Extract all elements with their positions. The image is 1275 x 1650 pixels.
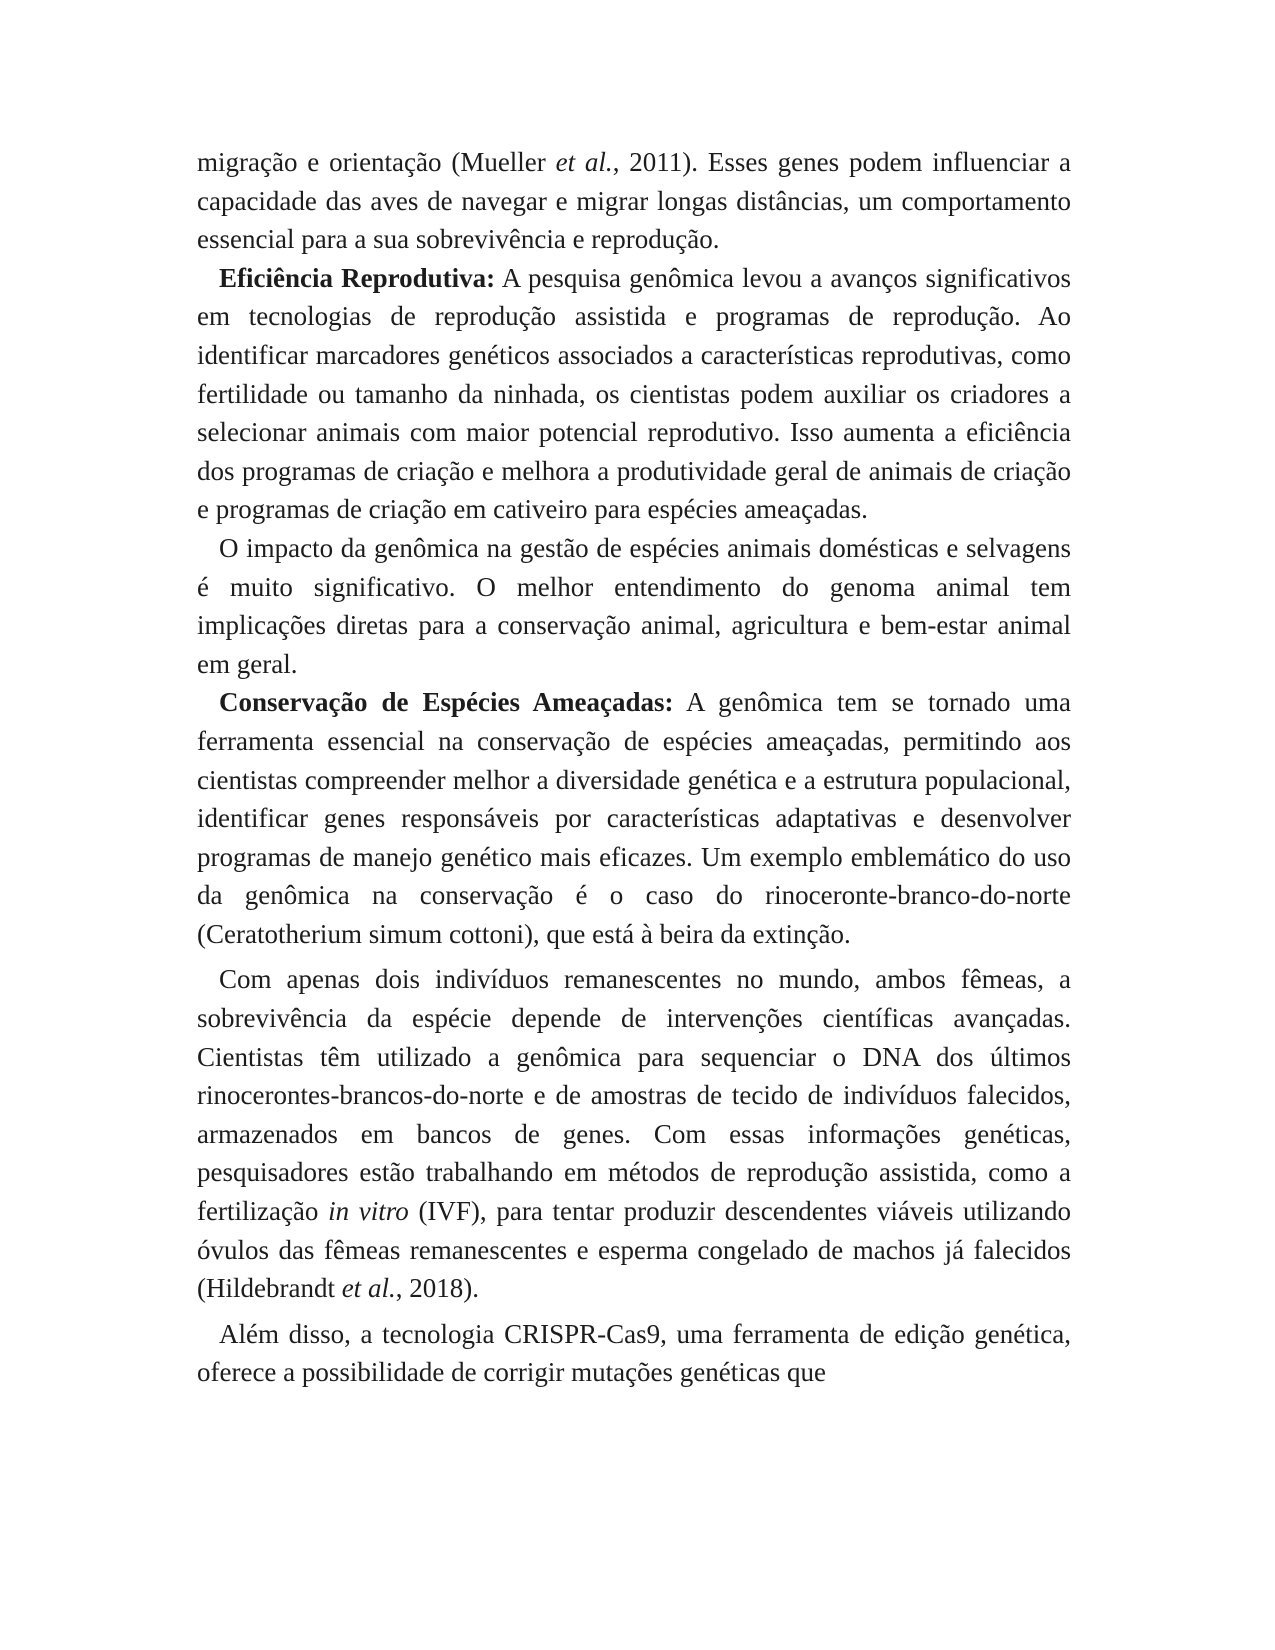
text-run: A genômica tem se tornado uma ferramenta essencial na conservação de espécies ameaçadas, permitindo aos cientistas compreender melhor a diversidade genética e a estrutura populacional, identificar genes responsáveis por características adaptativas e desenvolver programas de manejo genético mais eficazes. Um exemplo emblemático do uso da genômica na conservação é o caso do rinoceronte-branco-do-norte (Ceratotherium simum cottoni), que está à beira da extinção. xyxy=(197,687,1071,949)
paragraph-endangered-conservation xyxy=(197,683,1071,953)
section-heading-reproductive-efficiency: Eficiência Reprodutiva: xyxy=(219,262,496,293)
term-italic: in vitro xyxy=(328,1196,409,1227)
citation-italic: et al. xyxy=(341,1273,396,1304)
text-run: , 2018). xyxy=(395,1273,479,1304)
citation-italic: et al. xyxy=(555,147,613,177)
text-run: Além disso, a tecnologia CRISPR-Cas9, uma ferramenta de edição genética, oferece a possibilidade de corrigir mutações genéticas que xyxy=(197,1318,1071,1388)
paragraph-northern-white-rhino xyxy=(197,960,1071,1307)
text-run: Com apenas dois indivíduos remanescentes no mundo, ambos fêmeas, a sobrevivência da espécie depende de intervenções científicas avançadas. Cientistas têm utilizado a genômica para sequenciar o DNA dos últimos rinocerontes-brancos-do-norte e de amostras de tecido de indivíduos falecidos, armazenados em bancos de genes. Com essas informações genéticas, pesquisadores estão trabalhando em métodos de reprodução assistida, como a fertilização xyxy=(197,964,1071,1227)
text-run: (IVF), para tentar produzir descendentes viáveis utilizando óvulos das fêmeas remanescentes e esperma congelado de machos já falecidos (Hildebrandt xyxy=(197,1196,1071,1304)
text-run: , 2011). Esses genes podem influenciar a capacidade das aves de navegar e migrar longas distâncias, um comportamento essencial para a sua sobrevivência e reprodução. xyxy=(197,147,1071,255)
text-run: O impacto da genômica na gestão de espécies animais domésticas e selvagens é muito significativo. O melhor entendimento do genoma animal tem implicações diretas para a conservação animal, agricultura e bem-estar animal em geral. xyxy=(197,532,1071,679)
paragraph-reproductive-efficiency xyxy=(197,259,1071,529)
paragraph-genomics-impact xyxy=(197,529,1071,683)
body-text xyxy=(197,143,1071,1392)
paragraph-migration-continued xyxy=(197,143,1071,259)
paragraph-crispr xyxy=(197,1315,1071,1392)
text-run: migração e orientação (Mueller xyxy=(197,147,556,177)
section-heading-endangered-conservation: Conservação de Espécies Ameaçadas: xyxy=(219,687,674,718)
text-run: A pesquisa genômica levou a avanços significativos em tecnologias de reprodução assistida e programas de reprodução. Ao identificar marcadores genéticos associados a características reprodutivas, como fertilidade ou tamanho da ninhada, os cientistas podem auxiliar os criadores a selecionar animais com maior potencial reprodutivo. Isso aumenta a eficiência dos programas de criação e melhora a produtividade geral de animais de criação e programas de criação em cativeiro para espécies ameaçadas. xyxy=(197,262,1072,525)
